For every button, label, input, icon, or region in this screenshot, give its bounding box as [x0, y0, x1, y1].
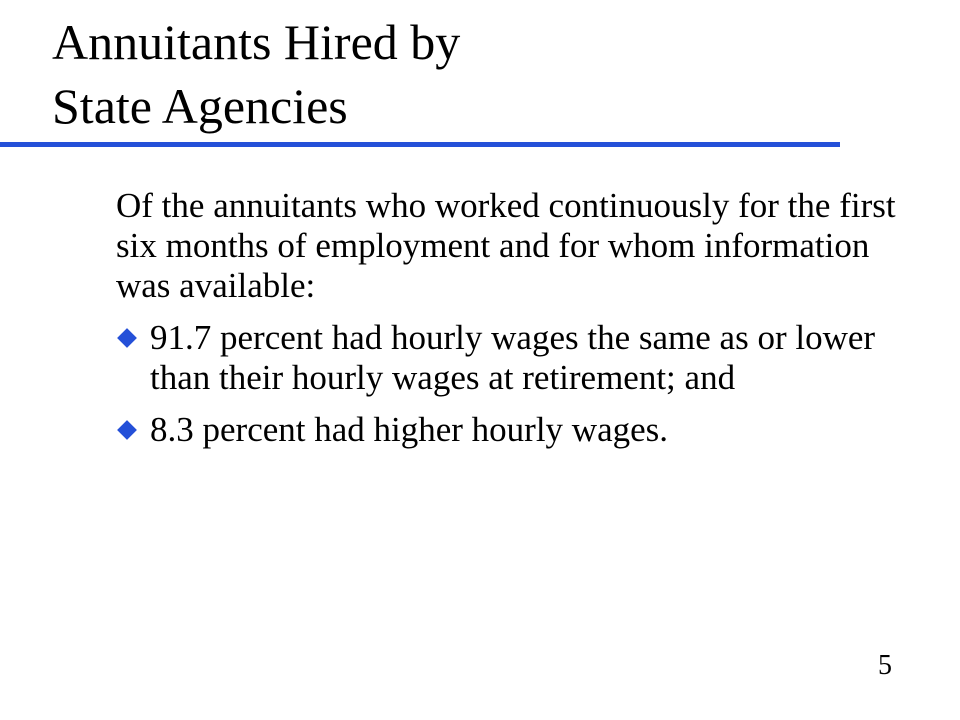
- bullet-item-wages-higher: [116, 410, 916, 450]
- slide-title-line-2: State Agencies: [52, 78, 348, 134]
- title-underline: [0, 142, 840, 147]
- diamond-bullet-icon: [117, 328, 137, 348]
- bullet-text: 8.3 percent had higher hourly wages.: [150, 410, 669, 449]
- bullet-list: [116, 318, 916, 450]
- diamond-bullet-icon: [117, 420, 137, 440]
- slide-title-line-1: Annuitants Hired by: [52, 14, 461, 70]
- intro-paragraph: Of the annuitants who worked continuously for the first six months of employment and for whom information was available:: [116, 186, 896, 305]
- slide-title: [52, 10, 832, 138]
- slide-body: [116, 186, 916, 462]
- page-number: 5: [878, 650, 892, 681]
- bullet-text: 91.7 percent had hourly wages the same as or lower than their hourly wages at retirement; and: [150, 318, 876, 397]
- bullet-item-wages-same-or-lower: [116, 318, 916, 398]
